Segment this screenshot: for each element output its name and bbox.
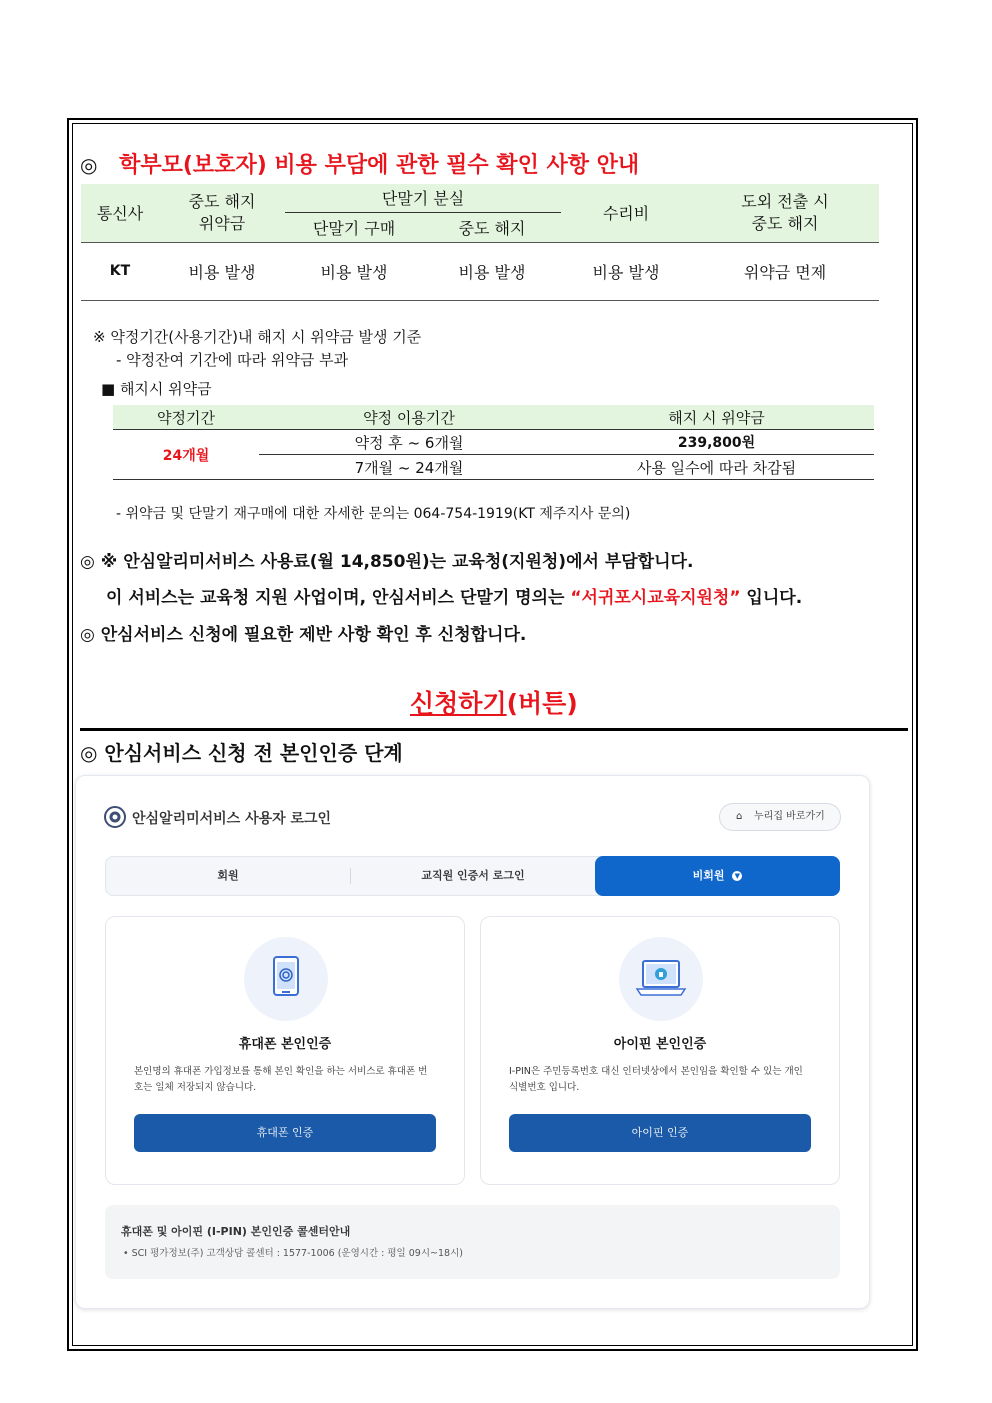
- apply-suffix: (버튼): [506, 689, 578, 718]
- section1-symbol: ◎: [80, 153, 98, 177]
- ipin-icon-circle: [619, 937, 703, 1021]
- login-title: 안심알리미서비스 사용자 로그인: [132, 811, 332, 827]
- cost-header-relocation-line2: 중도 해지: [751, 213, 819, 233]
- phone-icon-circle: [244, 937, 328, 1021]
- cost-row-relocation: 위약금 면제: [691, 242, 879, 300]
- note-penalty-remaining: - 약정잔여 기간에 따라 위약금 부과: [116, 351, 349, 369]
- ownership-notice-post: 입니다.: [740, 588, 803, 608]
- penalty-row1-usage: 약정 후 ~ 6개월: [259, 430, 559, 455]
- laptop-lock-icon: [619, 937, 703, 1021]
- home-button-label: 누리집 바로가기: [754, 811, 825, 822]
- penalty-row1-amount: 239,800원: [559, 430, 874, 455]
- cost-header-repair: 수리비: [561, 184, 691, 242]
- phone-auth-desc: 본인명의 휴대폰 가입정보를 통해 본인 확인을 하는 서비스로 휴대폰 번호는 일체 저장되지 않습니다.: [134, 1066, 428, 1093]
- ipin-auth-panel: [480, 916, 840, 1185]
- login-tabs: [105, 856, 840, 896]
- ipin-auth-desc: I-PIN은 주민등록번호 대신 인터넷상에서 본인임을 확인할 수 있는 개인 식별번호 입니다.: [509, 1066, 803, 1093]
- cost-table: [81, 184, 879, 301]
- cost-header-loss-termination: 중도 해지: [423, 212, 561, 242]
- cost-header-early-termination: [159, 184, 285, 242]
- login-card: [75, 775, 870, 1309]
- tab-non-member[interactable]: [595, 856, 840, 896]
- cost-row-loss-termination: 비용 발생: [423, 242, 561, 300]
- tab-staff-certificate[interactable]: 교직원 인증서 로그인: [421, 869, 525, 882]
- penalty-header-period: 약정기간: [113, 405, 259, 430]
- penalty-table: [113, 405, 874, 480]
- phone-auth-title: 휴대폰 본인인증: [238, 1037, 332, 1052]
- ownership-notice-owner: “서귀포시교육지원청”: [570, 588, 741, 608]
- section3-title: ◎ 안심서비스 신청 전 본인인증 단계: [80, 741, 403, 765]
- cost-header-loss-group: 단말기 분실: [285, 184, 561, 212]
- chevron-down-icon: ▼: [732, 871, 742, 881]
- tab-member[interactable]: 회원: [217, 869, 239, 882]
- apply-link[interactable]: 신청하기: [410, 689, 507, 718]
- phone-fingerprint-icon: [244, 937, 328, 1021]
- cost-row-repair: 비용 발생: [561, 242, 691, 300]
- penalty-header-usage: 약정 이용기간: [259, 405, 559, 430]
- phone-auth-button[interactable]: 휴대폰 인증: [134, 1114, 436, 1152]
- cost-header-early-termination-line1: 중도 해지: [188, 191, 256, 211]
- ownership-notice: [106, 583, 802, 608]
- ipin-auth-title: 아이핀 본인인증: [613, 1037, 707, 1052]
- penalty-row2-usage: 7개월 ~ 24개월: [259, 455, 559, 480]
- contact-note: - 위약금 및 단말기 재구매에 대한 자세한 문의는 064-754-1919(KT 제주지사 문의): [116, 506, 631, 522]
- callcenter-box: [105, 1205, 840, 1279]
- cost-header-loss-purchase: 단말기 구매: [285, 212, 423, 242]
- note-penalty-basis: ※ 약정기간(사용기간)내 해지 시 위약금 발생 기준: [93, 328, 422, 346]
- section1-title: 학부모(보호자) 비용 부담에 관한 필수 확인 사항 안내: [119, 153, 640, 178]
- cost-row-carrier: KT: [81, 242, 159, 300]
- ownership-notice-pre: 이 서비스는 교육청 지원 사업이며, 안심서비스 단말기 명의는: [106, 588, 571, 608]
- penalty-header-amount: 해지 시 위약금: [559, 405, 874, 430]
- home-icon: ⌂: [736, 811, 743, 822]
- emblem-icon: [104, 806, 126, 828]
- penalty-period-value: 24개월: [113, 430, 259, 480]
- cost-header-relocation-line1: 도외 전출 시: [741, 191, 829, 211]
- callcenter-info: • SCI 평가정보(주) 고객상담 콜센터 : 1577-1006 (운영시간 : 평일 09시~18시): [123, 1248, 463, 1259]
- penalty-row2-amount: 사용 일수에 따라 차감됨: [559, 455, 874, 480]
- tab-non-member-label: 비회원: [692, 869, 725, 882]
- phone-auth-panel: [105, 916, 465, 1185]
- apply-instruction: ◎ 안심서비스 신청에 필요한 제반 사항 확인 후 신청합니다.: [80, 625, 527, 645]
- apply-button[interactable]: [410, 684, 578, 720]
- home-button[interactable]: [719, 803, 841, 831]
- cost-header-early-termination-line2: 위약금: [198, 213, 246, 233]
- callcenter-title: 휴대폰 및 아이핀 (I-PIN) 본인인증 콜센터안내: [121, 1225, 351, 1238]
- fee-notice: ◎ ※ 안심알리미서비스 사용료(월 14,850원)는 교육청(지원청)에서 부담합니다.: [80, 552, 694, 572]
- cost-row-loss-purchase: 비용 발생: [285, 242, 423, 300]
- ipin-auth-button[interactable]: 아이핀 인증: [509, 1114, 811, 1152]
- cost-header-carrier: 통신사: [81, 184, 159, 242]
- section-divider: [80, 728, 908, 731]
- cost-row-early-termination: 비용 발생: [159, 242, 285, 300]
- cost-header-relocation: [691, 184, 879, 242]
- section1-heading: [80, 148, 639, 179]
- note-penalty-heading: ■ 해지시 위약금: [101, 380, 212, 398]
